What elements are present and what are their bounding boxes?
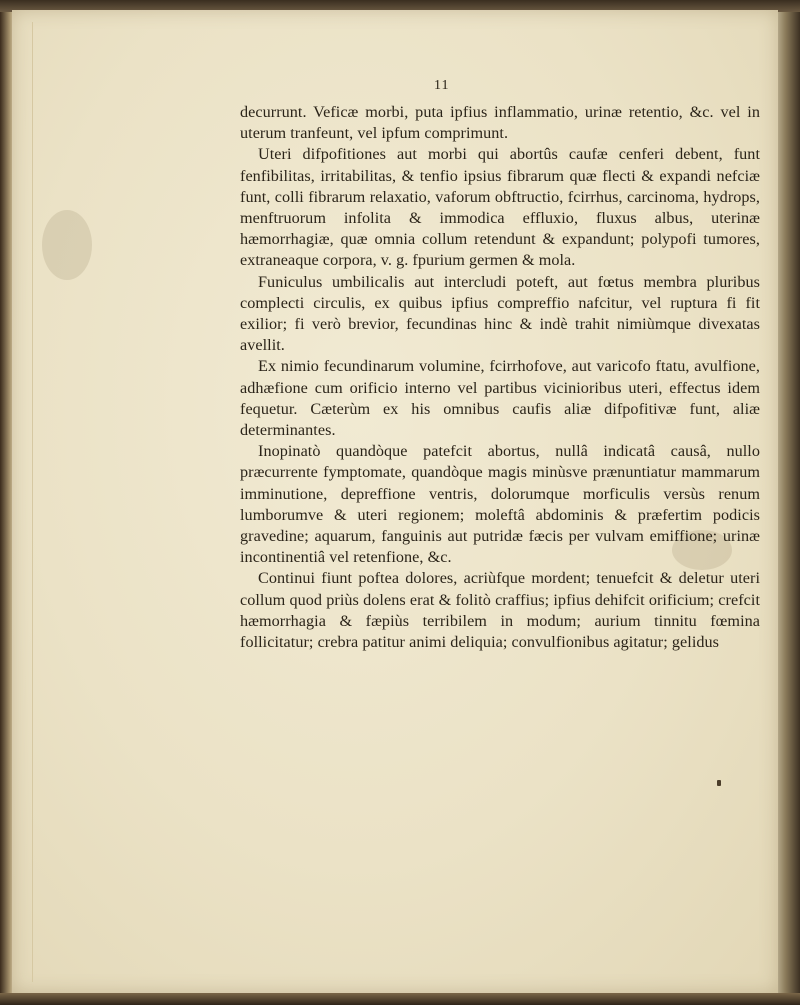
paragraph: decurrunt. Veficæ morbi, puta ipfius inflammatio, urinæ retentio, &c. vel in uterum tranfeunt, vel ipfum comprimunt. [240,103,760,143]
gutter-line [32,22,33,982]
body-text [240,102,760,653]
ink-speck [717,780,721,786]
paragraph: Uteri difpofitiones aut morbi qui abortûs caufæ cenferi debent, funt fenfibilitas, irritabilitas, & tenfio ipsius fibrarum quæ flecti & expandi nefciæ funt, colli fibrarum relaxatio, vaforum obftructio, fcirrhus, carcinoma, hydrops, menftruorum infolita & immodica effluxio, fluxus albus, uterinæ hæmorrhagiæ, quæ omnia collum retendunt & expandunt; polypofi tumores, extraneaque corpora, v. g. fpurium germen & mola. [240,145,760,270]
paragraph: Continui fiunt poftea dolores, acriùfque mordent; tenuefcit & deletur uteri collum quod priùs dolens erat & folitò craffius; ipfius dehifcit orificium; crefcit hæmorrhagia & fæpiùs terribilem in modum; aurium tinnitu fœmina follicitatur; crebra patitur animi deliquia; convulfionibus agitatur; gelidus [240,569,760,652]
page-number: 11 [434,78,450,93]
paragraph: Funiculus umbilicalis aut intercludi poteft, aut fœtus membra pluribus complecti circulis, ex quibus ipfius compreffio nafcitur, vel ruptura fi fit exilior; fi verò brevior, fecundinas hinc & indè trahit nimiùmque divexatas avellit. [240,272,760,355]
paragraph: Inopinatò quandòque patefcit abortus, nullâ indicatâ causâ, nullo præcurrente fymptomate, quandòque magis minùsve prænuntiatur mammarum imminutione, depreffione ventris, dolorumque morficulis versùs renum lumborumve & uteri regionem; moleftâ abdominis & præfertim podicis gravedine; aquarum, fanguinis aut putridæ fæcis per vulvam emiffione; urinæ incontinentiâ vel retenfione, &c. [240,442,760,567]
paper-stain [42,210,92,280]
page-bottom-edge [0,993,800,1005]
paragraph: Ex nimio fecundinarum volumine, fcirrhofove, aut varicofo ftatu, avulfione, adhæfione cum orificio interno vel partibus vicinioribus uteri, effectus idem fequetur. Cæterùm ex his omnibus caufis aliæ difpofitivæ funt, aliæ determinantes. [240,357,760,440]
book-fore-edge [776,0,800,1005]
